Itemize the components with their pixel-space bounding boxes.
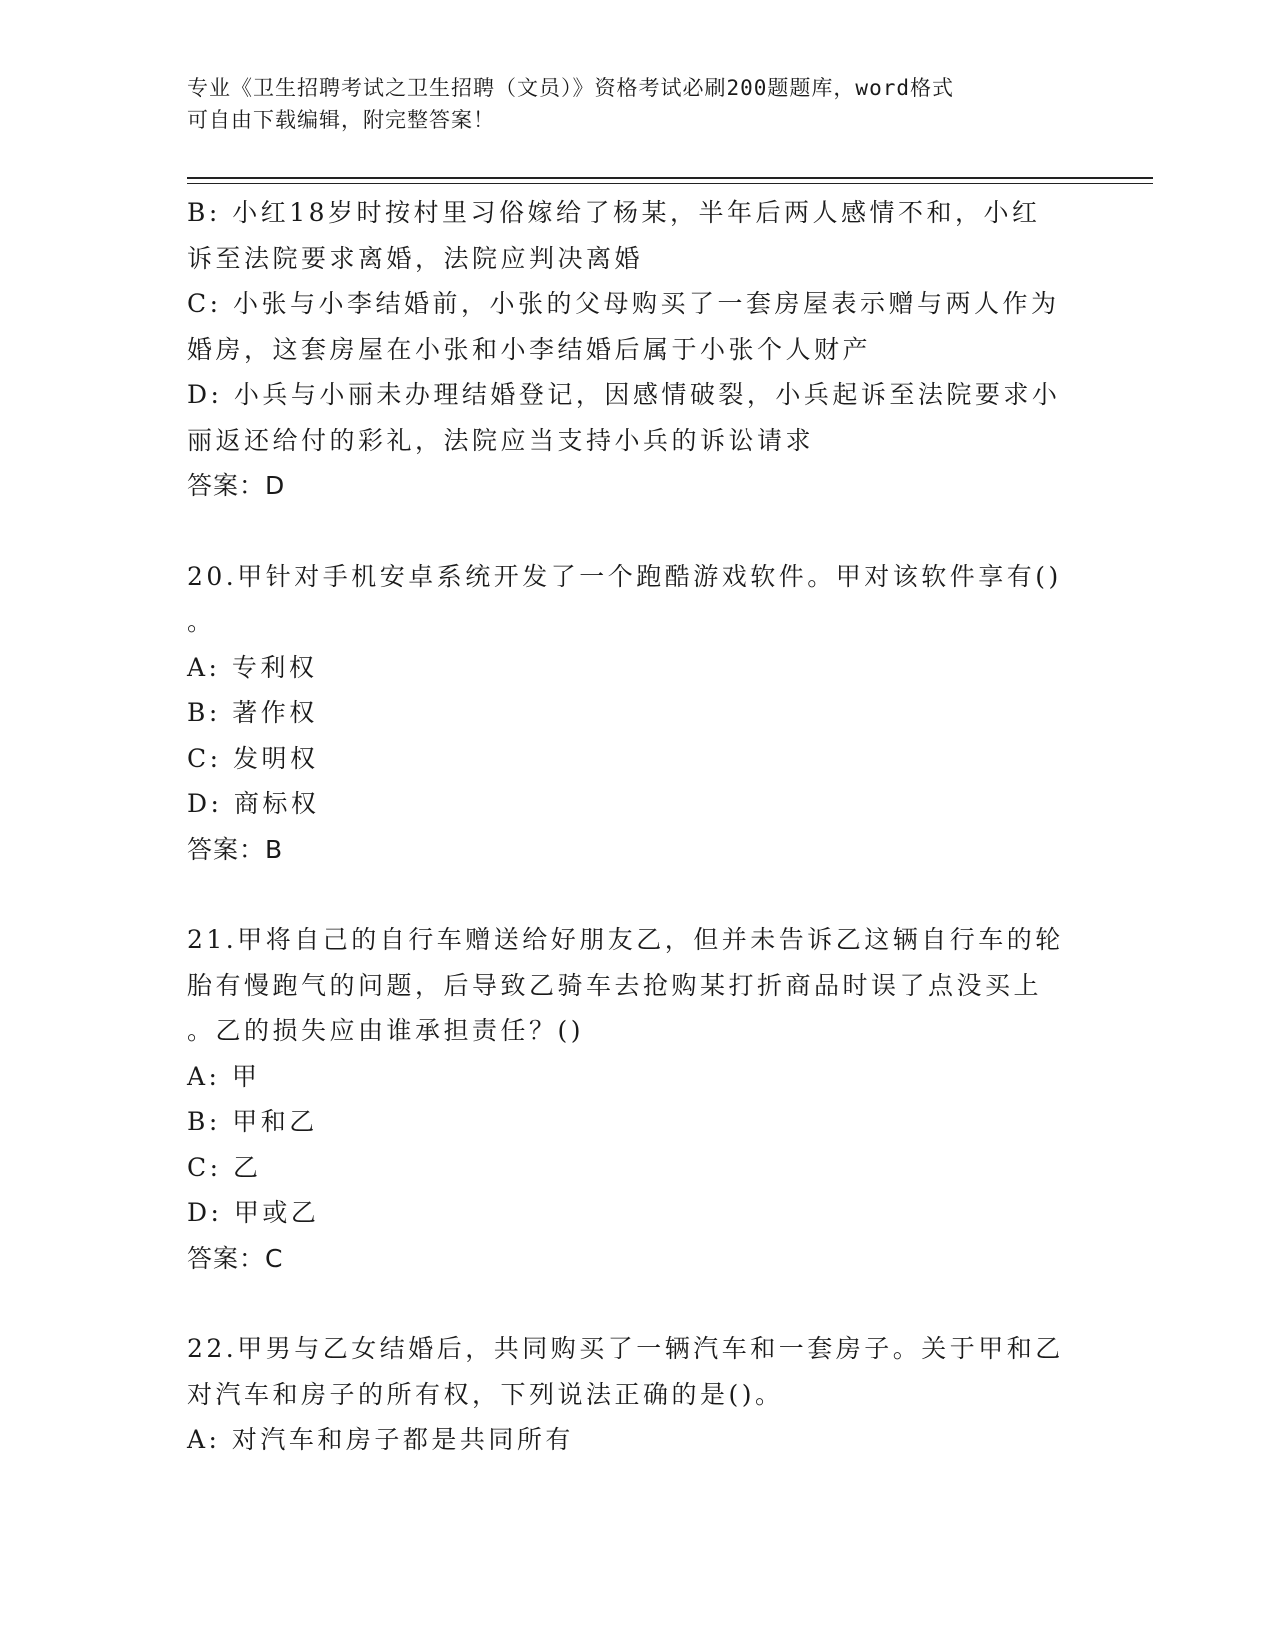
option-a: A: 甲: [187, 1061, 261, 1091]
option-d-line-1: D: 小兵与小丽未办理结婚登记，因感情破裂，小兵起诉至法院要求小: [187, 380, 1061, 409]
question-20: [187, 554, 1087, 873]
option-b: B: 著作权: [187, 698, 318, 727]
header-line-1: 专业《卫生招聘考试之卫生招聘（文员）》资格考试必刷200题题库，word格式: [187, 76, 954, 100]
option-d: D: 甲或乙: [187, 1198, 320, 1227]
question-20-stem-line-1: 20.甲针对手机安卓系统开发了一个跑酷游戏软件。甲对该软件享有(): [187, 561, 1062, 591]
question-19-continued: [187, 190, 1087, 509]
option-b: B: 甲和乙: [187, 1107, 318, 1136]
question-21: [187, 917, 1087, 1281]
question-22: [187, 1326, 1087, 1463]
option-c: C: 发明权: [187, 743, 319, 773]
question-21-stem-line-1: 21.甲将自己的自行车赠送给好朋友乙，但并未告诉乙这辆自行车的轮: [187, 925, 1064, 954]
option-c: C: 乙: [187, 1152, 262, 1182]
header-rule-thick: [187, 177, 1153, 179]
header-rule-thin: [187, 183, 1153, 184]
question-21-stem-line-2: 胎有慢跑气的问题，后导致乙骑车去抢购某打折商品时误了点没买上: [187, 970, 1043, 1000]
option-c-line-2: 婚房，这套房屋在小张和小李结婚后属于小张个人财产: [187, 334, 872, 364]
spacer: [187, 872, 1087, 917]
option-d-line-2: 丽返还给付的彩礼，法院应当支持小兵的诉讼请求: [187, 425, 815, 455]
question-22-stem-line-2: 对汽车和房子的所有权，下列说法正确的是()。: [187, 1379, 784, 1409]
spacer: [187, 509, 1087, 554]
option-b-line-1: B: 小红18岁时按村里习俗嫁给了杨某，半年后两人感情不和，小红: [187, 198, 1041, 227]
question-22-stem-line-1: 22.甲男与乙女结婚后，共同购买了一辆汽车和一套房子。关于甲和乙: [187, 1334, 1064, 1363]
option-a: A: 专利权: [187, 652, 318, 682]
option-c-line-1: C: 小张与小李结婚前，小张的父母购买了一套房屋表示赠与两人作为: [187, 289, 1060, 318]
question-21-stem-line-3: 。乙的损失应由谁承担责任？(): [187, 1016, 585, 1045]
spacer: [187, 1281, 1087, 1326]
document-header: [187, 72, 1067, 136]
option-a: A: 对汽车和房子都是共同所有: [187, 1425, 574, 1454]
option-b-line-2: 诉至法院要求离婚，法院应判决离婚: [187, 243, 644, 273]
answer-21: 答案：C: [187, 1243, 284, 1273]
question-list: [187, 190, 1087, 1463]
option-d: D: 商标权: [187, 789, 320, 818]
answer-20: 答案：B: [187, 834, 284, 864]
answer-19: 答案：D: [187, 471, 286, 500]
header-line-2: 可自由下载编辑，附完整答案！: [187, 108, 495, 132]
question-20-stem-line-2: 。: [187, 607, 216, 636]
